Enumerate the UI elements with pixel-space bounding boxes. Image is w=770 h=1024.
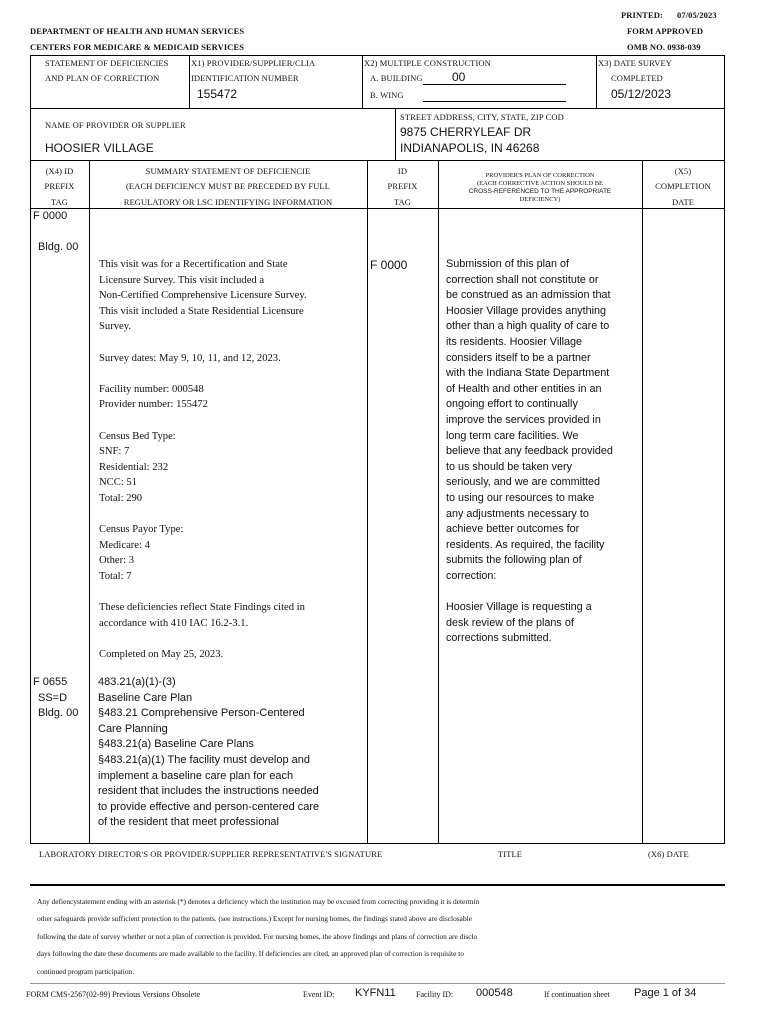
x4-header-3: TAG [50, 197, 69, 207]
f0655-regulation-text: 483.21(a)(1)-(3) Baseline Care Plan §483.21 Comprehensive Person-Centered Care Planning §483.21(a) Baseline Care Plans §483.21(a)(1) The facility must develop and implement a baseline care plan for each resident that includes the instructions needed to provide effective and person-centered care of the resident that meet professional [98, 676, 320, 829]
x3-label-2: COMPLETED [611, 73, 663, 83]
statement-label-2: AND PLAN OF CORRECTION [45, 73, 160, 83]
form-number: FORM CMS-2567(02-99) Previous Versions Obsolete [26, 990, 201, 999]
id-header-3: TAG [393, 197, 412, 207]
event-id-label: Event ID: [303, 990, 335, 999]
scope-severity: SS=D [38, 692, 68, 704]
continuation-label: If continuation sheet [544, 990, 610, 999]
event-id-value: KYFN11 [355, 987, 396, 999]
department-title: DEPARTMENT OF HEALTH AND HUMAN SERVICES [30, 26, 245, 36]
tag-f0000: F 0000 [33, 210, 68, 222]
x4-header-2: PREFIX [44, 181, 75, 191]
summary-p6: These deficiencies reflect State Findings cited in accordance with 410 IAC 16.2-3.1. [99, 602, 305, 629]
x2-label: X2) MULTIPLE CONSTRUCTION [364, 58, 491, 68]
summary-p2: Survey dates: May 9, 10, 11, and 12, 2023. [99, 352, 281, 364]
printed-date: 07/05/2023 [677, 10, 717, 20]
summary-p7: Completed on May 25, 2023. [99, 648, 224, 660]
tag-f0655: F 0655 [33, 676, 68, 688]
x4-header-1: (X4) ID [45, 166, 74, 176]
x6-date-label: (X6) DATE [648, 849, 689, 859]
plan-header-4: DEFICIENCY) [519, 196, 561, 203]
x1-label-2: IDENTIFICATION NUMBER [191, 73, 299, 83]
summary-p5: Census Payor Type: Medicare: 4 Other: 3 Total: 7 [99, 524, 184, 582]
x5-header-3: DATE [671, 197, 695, 207]
page-number: Page 1 of 34 [634, 987, 697, 999]
x5-header-1: (X5) [674, 166, 692, 176]
statement-label-1: STATEMENT OF DEFICIENCIES [45, 58, 169, 68]
centers-title: CENTERS FOR MEDICARE & MEDICAID SERVICES [30, 42, 245, 52]
x3-label: X3) DATE SURVEY [598, 58, 673, 68]
provider-id-value: 155472 [197, 87, 238, 101]
summary-statement [99, 257, 364, 678]
summary-header-1: SUMMARY STATEMENT OF DEFICIENCIE [145, 166, 311, 176]
summary-p4: Census Bed Type: SNF: 7 Residential: 232 NCC: 51 Total: 290 [99, 430, 176, 504]
building-value: 00 [452, 70, 466, 84]
address-line-1: 9875 CHERRYLEAF DR [400, 125, 532, 139]
printed-label: PRINTED: [621, 10, 663, 20]
address-label: STREET ADDRESS, CITY, STATE, ZIP COD [400, 112, 564, 122]
disclaimer-text: Any defiencystatement ending with an asterisk (*) denotes a deficiency which the institution may be excused from correcting providing it is determin other safeguards provide sufficient protection to the patients. (see instructions.) Except for nursing homes, the findings stated above are disclosable following the date of survey whether or not a plan of correction is provided. For nursing homes, the above findings and plans of correction are disclo days following the date these documents are made available to the facility. If deficiencies are cited, an approved plan of correction is requisite to continued program participation. [37, 897, 480, 976]
x1-label: X1) PROVIDER/SUPPLIER/CLIA [191, 58, 316, 68]
facility-id-value: 000548 [476, 987, 513, 999]
summary-p3: Facility number: 000548 Provider number: 155472 [99, 383, 208, 411]
plan-header-2: (EACH CORRECTIVE ACTION SHOULD BE [476, 180, 604, 187]
id-header-2: PREFIX [387, 181, 418, 191]
title-label: TITLE [498, 849, 523, 859]
provider-name-label: NAME OF PROVIDER OR SUPPLIER [45, 120, 186, 130]
plan-header-1: PROVIDER'S PLAN OF CORRECTION [485, 172, 595, 179]
building-label: A. BUILDING [370, 73, 423, 83]
plan-header-3: CROSS-REFERENCED TO THE APPROPRIATE [468, 188, 612, 195]
wing-label: B. WING [370, 90, 404, 100]
signature-label: LABORATORY DIRECTOR'S OR PROVIDER/SUPPLIER REPRESENTATIVE'S SIGNATURE [39, 849, 383, 859]
survey-date-value: 05/12/2023 [611, 87, 672, 101]
summary-header-2: (EACH DEFICIENCY MUST BE PRECEDED BY FULL [125, 181, 331, 191]
plan-tag-f0000: F 0000 [370, 258, 408, 272]
address-line-2: INDIANAPOLIS, IN 46268 [400, 141, 540, 155]
bldg-label-2: Bldg. 00 [38, 707, 79, 719]
summary-header-3: REGULATORY OR LSC IDENTIFYING INFORMATION [123, 197, 333, 207]
bldg-label-1: Bldg. 00 [38, 241, 79, 253]
id-header-1: ID [397, 166, 408, 176]
facility-id-label: Facility ID: [416, 990, 454, 999]
plan-of-correction: Submission of this plan of correction shall not constitute or be construed as an admission that Hoosier Village provides anything other than a high quality of care to its residents. Hoosier Village considers itself to be a partner with the Indiana State Department of Health and other entities in an ongoing effort to continually improve the services provided in long term care facilities. We believe that any feedback provided to us should be taken very seriously, and we are committed to using our resources to make any adjustments necessary to achieve better outcomes for residents. As required, the facility submits the following plan of correction: Hoosier Village is requesting a desk review of the plans of corrections submitted. [446, 258, 613, 645]
form-approved: FORM APPROVED [627, 26, 704, 36]
summary-p1: This visit was for a Recertification and State Licensure Survey. This visit included a Non-Certified Comprehensive Licensure Survey. This visit included a State Residential Licensure Survey. [99, 259, 307, 333]
x5-header-2: COMPLETION [655, 181, 711, 191]
omb-number: OMB NO. 0938-039 [627, 42, 701, 52]
provider-name-value: HOOSIER VILLAGE [45, 141, 154, 155]
